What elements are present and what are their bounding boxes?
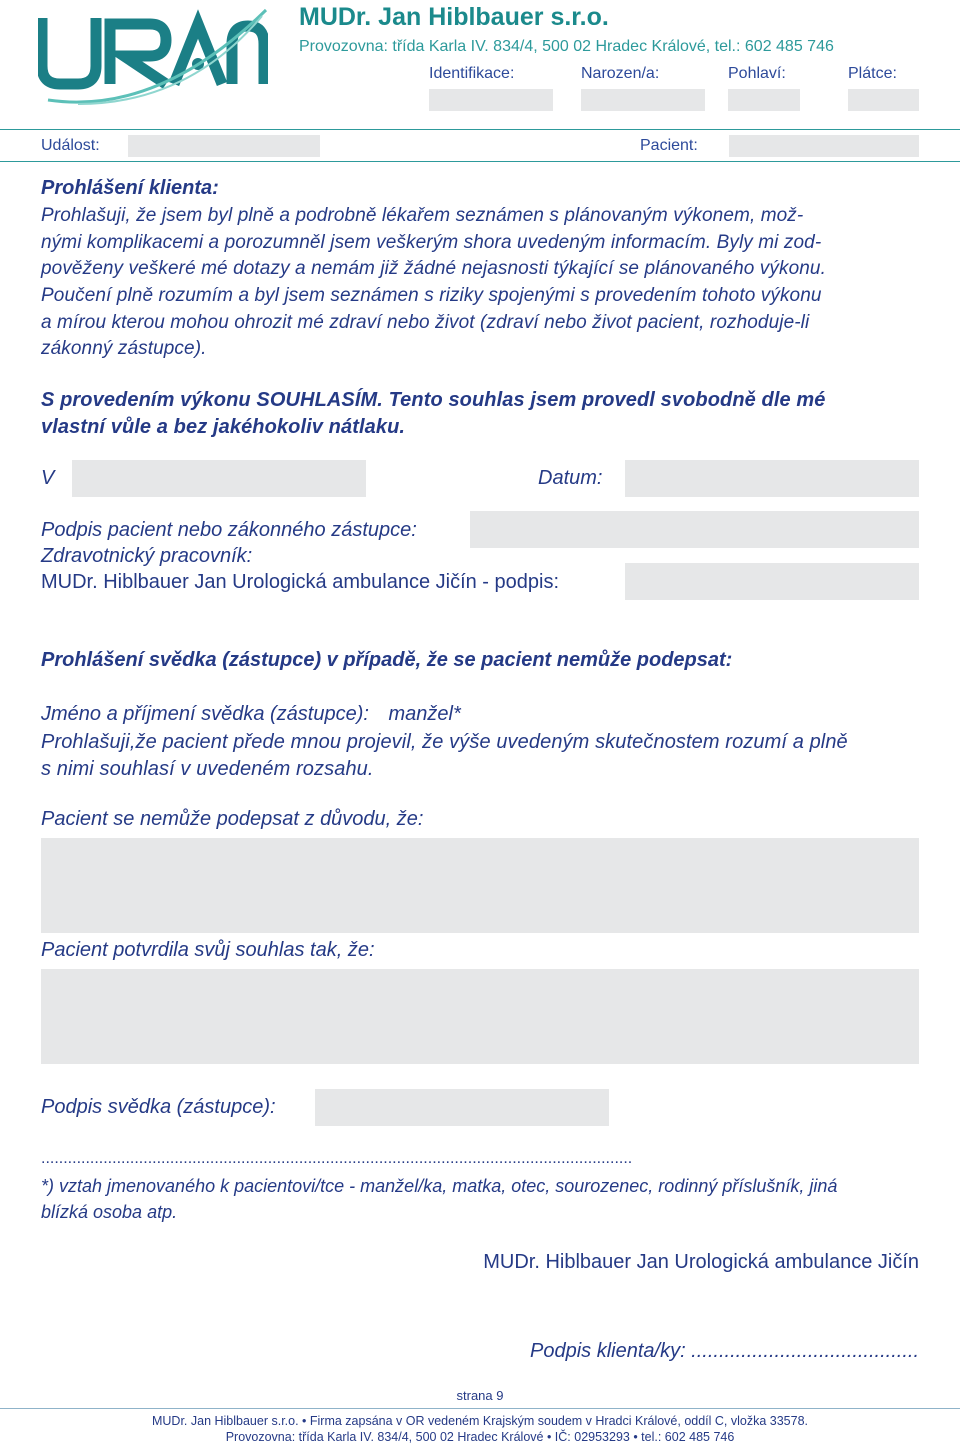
witness-signature-label: Podpis svědka (zástupce): — [41, 1096, 276, 1118]
para2-line: Poučení plně rozumím a byl jsem seznámen s riziky spojenými s provedením tohoto výkonu — [41, 285, 822, 306]
consent-statement — [41, 387, 931, 440]
confirm-label: Pacient potvrdila svůj souhlas tak, že: — [41, 939, 375, 961]
pohlavi-label: Pohlaví: — [728, 65, 786, 82]
logo — [38, 4, 268, 110]
place-field[interactable] — [72, 460, 366, 497]
udalost-label: Událost: — [41, 137, 100, 154]
footer-line-1: MUDr. Jan Hiblbauer s.r.o. • Firma zapsána v OR vedeném Krajským soudem v Hradci Králové, oddíl C, vložka 33578. — [151, 1414, 809, 1428]
udalost-field[interactable] — [128, 135, 320, 157]
dotted-separator: ..................................................................................................................................... — [41, 1150, 633, 1167]
address-line: Provozovna: třída Karla IV. 834/4, 500 02 Hradec Králové, tel.: 602 485 746 — [299, 38, 834, 55]
patient-signature-label: Podpis pacient nebo zákonného zástupce: — [41, 519, 417, 541]
statement-line: Prohlašuji,že pacient přede mnou projevil, že výše uvedeným skutečnostem rozumí a plně — [41, 731, 848, 753]
witness-name-value[interactable]: manžel* — [388, 703, 461, 725]
para2-line: a mírou kterou mohou ohrozit mé zdraví nebo život (zdraví nebo život pacient, rozhoduje-li — [41, 311, 810, 333]
consent-line: S provedením výkonu SOUHLASÍM. Tento souhlas jsem provedl svobodně dle mé — [41, 389, 826, 411]
footnote-line: *) vztah jmenovaného k pacientovi/tce - manžel/ka, matka, otec, sourozenec, rodinný příslušník, jiná — [41, 1176, 838, 1196]
pohlavi-field[interactable] — [728, 89, 800, 111]
identifikace-field[interactable] — [429, 89, 553, 111]
platce-field[interactable] — [848, 89, 919, 111]
page-number: strana 9 — [456, 1388, 504, 1403]
consent-line: vlastní vůle a bez jakéhokoliv nátlaku. — [41, 415, 406, 438]
statement-line: s nimi souhlasí v uvedeném rozsahu. — [41, 757, 374, 780]
patient-signature-field[interactable] — [470, 511, 919, 548]
reason-label: Pacient se nemůže podepsat z důvodu, že: — [41, 808, 424, 830]
date-label: Datum: — [538, 467, 603, 489]
footnote — [41, 1173, 931, 1225]
client-declaration-para1 — [41, 203, 931, 283]
place-label: V — [41, 467, 55, 489]
company-name: MUDr. Jan Hiblbauer s.r.o. — [299, 3, 609, 31]
uran-logo-graphic — [38, 4, 268, 110]
para1-line: nými komplikacemi a porozumněl jsem veškerým shora uvedeným informacím. Byly mi zod- — [41, 231, 822, 253]
witness-signature-field[interactable] — [315, 1089, 609, 1126]
doctor-signature-label: MUDr. Hiblbauer Jan Urologická ambulance Jičín - podpis: — [41, 571, 560, 593]
para2-line: zákonný zástupce). — [41, 338, 207, 359]
identifikace-label: Identifikace: — [429, 65, 515, 82]
footer-line-2: Provozovna: třída Karla IV. 834/4, 500 02 Hradec Králové • IČ: 02953293 • tel.: 602 485 746 — [225, 1430, 735, 1444]
platce-label: Plátce: — [848, 65, 897, 82]
footer-rule — [0, 1408, 960, 1409]
doctor-signature-field[interactable] — [625, 563, 919, 600]
client-signature-line: Podpis klienta/ky: ......................................... — [529, 1340, 919, 1362]
narozen-field[interactable] — [581, 89, 705, 111]
reason-field[interactable] — [41, 838, 919, 933]
footnote-line: blízká osoba atp. — [41, 1202, 178, 1222]
witness-declaration-title: Prohlášení svědka (zástupce) v případě, že se pacient nemůže podepsat: — [41, 649, 733, 671]
client-declaration-para2 — [41, 283, 931, 363]
narozen-label: Narozen/a: — [581, 65, 660, 82]
date-field[interactable] — [625, 460, 919, 497]
client-declaration-title: Prohlášení klienta: — [41, 177, 219, 199]
closing-clinic: MUDr. Hiblbauer Jan Urologická ambulance Jičín — [483, 1251, 919, 1273]
header-rule-top — [0, 129, 960, 130]
witness-statement — [41, 729, 931, 782]
para1-line: Prohlašuji, že jsem byl plně a podrobně lékařem seznámen s plánovaným výkonem, mož- — [41, 205, 804, 226]
header-rule-bottom — [0, 161, 960, 162]
para1-line: pověženy veškeré mé dotazy a nemám již žádné nejasnosti týkající se plánovaného výkonu. — [41, 258, 826, 279]
pacient-label: Pacient: — [640, 137, 698, 154]
witness-name-label: Jméno a příjmení svědka (zástupce): — [41, 703, 369, 725]
pacient-field[interactable] — [729, 135, 919, 157]
witness-name-row — [41, 703, 461, 726]
health-worker-label: Zdravotnický pracovník: — [41, 545, 253, 567]
confirm-field[interactable] — [41, 969, 919, 1064]
